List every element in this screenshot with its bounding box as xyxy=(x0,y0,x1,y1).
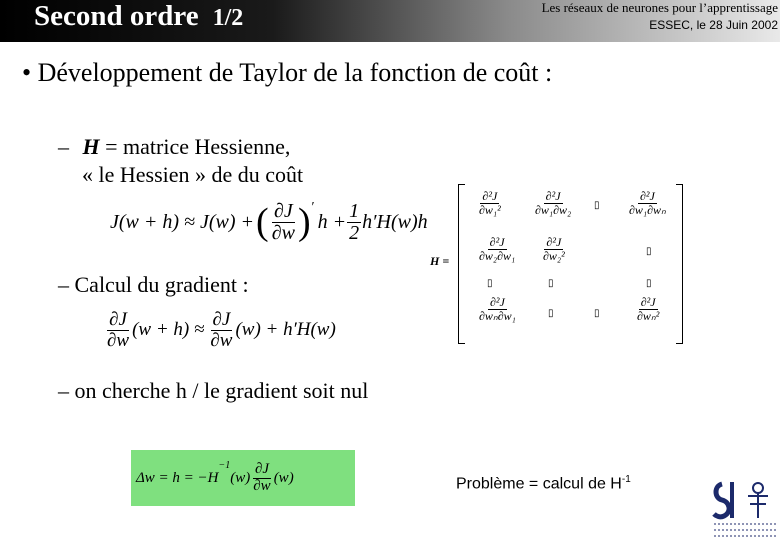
placeholder-box: ▯ xyxy=(548,278,554,289)
taylor-left: J(w + h) ≈ J(w) + xyxy=(110,210,255,233)
taylor-right: h′H(w)h xyxy=(362,210,428,233)
hessian-cell-n-n xyxy=(634,296,662,322)
cell-num: ∂²J xyxy=(482,189,498,203)
dash: – xyxy=(58,134,69,159)
newton-left: Δw = h = −H xyxy=(136,469,219,486)
hessian-definition-text: = matrice Hessienne, xyxy=(99,134,291,159)
cell-den: ∂w₁² xyxy=(479,202,501,217)
cell-den: ∂w₁∂w₂ xyxy=(535,202,572,217)
cell-den: ∂w₂² xyxy=(543,248,565,263)
hessian-symbol: H xyxy=(82,134,100,159)
cell-den: ∂wₙ² xyxy=(637,308,660,323)
cell-den: ∂wₙ∂w₁ xyxy=(479,308,516,323)
placeholder-box: ▯ xyxy=(594,308,600,319)
cell-num: ∂²J xyxy=(639,189,655,203)
hessian-cell-1-2 xyxy=(532,190,574,216)
newton-den: ∂w xyxy=(253,477,271,494)
cell-num: ∂²J xyxy=(546,235,562,249)
place-date: ESSEC, le 28 Juin 2002 xyxy=(649,18,778,32)
cell-den: ∂w₂∂w₁ xyxy=(479,248,516,263)
bullet-taylor: • Développement de Taylor de la fonction de coût : xyxy=(22,58,553,87)
slide-number: 1/2 xyxy=(212,5,244,31)
cell-num: ∂²J xyxy=(545,189,561,203)
placeholder-box: ▯ xyxy=(548,308,554,319)
newton-right: (w) xyxy=(273,469,294,486)
newton-equation-box xyxy=(131,450,355,506)
search-label: – on cherche h / le gradient soit nul xyxy=(58,378,369,403)
problem-text: Problème = calcul de H xyxy=(456,475,622,493)
newton-mid: (w) xyxy=(230,469,251,486)
grad-num: ∂J xyxy=(212,309,231,330)
cell-num: ∂²J xyxy=(489,295,505,309)
hessian-cell-1-4 xyxy=(626,190,669,216)
cell-num: ∂²J xyxy=(640,295,656,309)
gradient-label: – Calcul du gradient : xyxy=(58,272,249,297)
grad-right: (w) + h′H(w) xyxy=(235,319,336,341)
newton-exp: −1 xyxy=(218,460,231,471)
problem-note xyxy=(456,474,631,493)
hessian-cell-n-1 xyxy=(476,296,519,322)
placeholder-box: ▯ xyxy=(487,278,493,289)
hessian-bracket-right xyxy=(676,184,683,344)
hessian-cell-1-1 xyxy=(476,190,504,216)
half-den: 2 xyxy=(349,221,360,244)
newton-num: ∂J xyxy=(254,460,270,477)
placeholder-box: ▯ xyxy=(594,200,600,211)
half-num: 1 xyxy=(349,199,360,222)
taylor-frac-num: ∂J xyxy=(273,199,293,222)
grad-den: ∂w xyxy=(210,329,233,351)
placeholder-box: ▯ xyxy=(646,278,652,289)
header-band xyxy=(0,0,780,42)
slide-title-text: Second ordre xyxy=(34,0,199,32)
taylor-prime: ′ xyxy=(310,200,314,215)
taylor-equation: J(w + h) ≈ J(w) + ( $\frac{\partial J}{\partial w}$ ) ′ h + $\frac{1}{2}$ h′H(w)h xyxy=(110,199,428,244)
taylor-mid: h + xyxy=(317,210,347,233)
hessian-cell-2-1 xyxy=(476,236,518,262)
hessian-bracket-left xyxy=(458,184,465,344)
hessian-subtitle: « le Hessien » de du coût xyxy=(82,162,304,187)
cell-num: ∂²J xyxy=(489,235,505,249)
slide-title xyxy=(34,0,243,33)
grad-mid: (w + h) ≈ xyxy=(132,319,205,341)
grad-num: ∂J xyxy=(109,309,127,330)
hessian-lhs: H = xyxy=(430,254,450,268)
problem-sup: -1 xyxy=(621,474,631,485)
institution-logo xyxy=(712,478,778,538)
placeholder-box: ▯ xyxy=(646,246,652,257)
cell-den: ∂w₁∂wₙ xyxy=(629,202,666,217)
taylor-frac-den: ∂w xyxy=(271,221,295,244)
course-title: Les réseaux de neurones pour l’apprentissage xyxy=(541,0,778,15)
hessian-cell-2-2 xyxy=(540,236,568,262)
gradient-equation xyxy=(104,310,336,351)
grad-den: ∂w xyxy=(107,329,130,351)
